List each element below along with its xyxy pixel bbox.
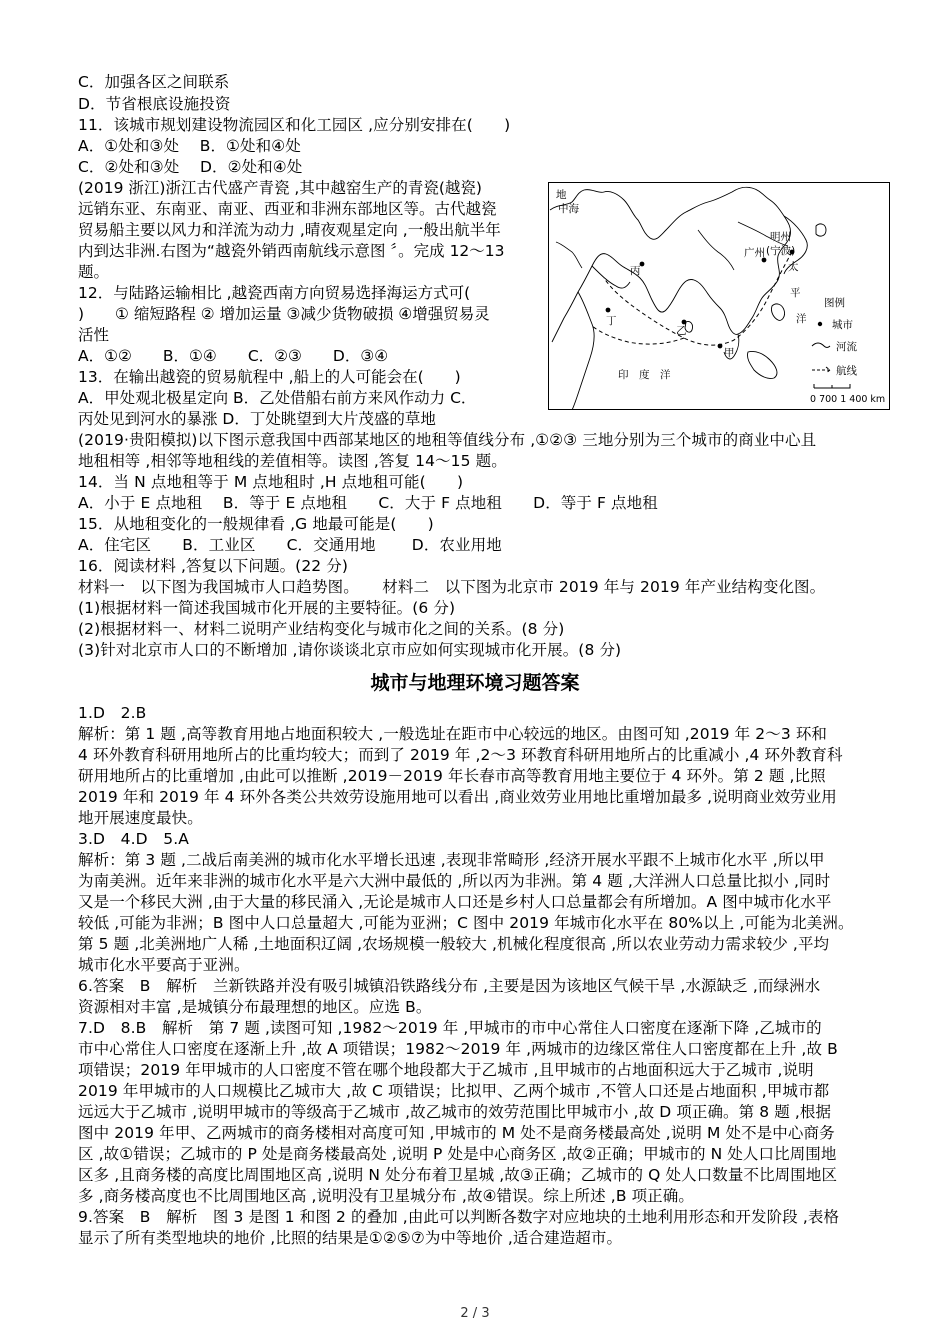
option-line: 丙处见到河水的暴涨 D．丁处眺望到大片茂盛的草地 bbox=[78, 410, 436, 428]
answer-line: 图中 2019 年甲、乙两城市的商务楼相对高度可知 ,甲城市的 M 处不是商务楼最高处 ,说明 M 处不是中心商务 bbox=[78, 1124, 835, 1142]
map-label-ping: 平 bbox=[790, 287, 801, 299]
answer-line: 第 5 题 ,北美洲地广人稀 ,土地面积辽阔 ,农场规模一般较大 ,机械化程度很高 ,所以农业劳动力需求较少 ,平均 bbox=[78, 935, 830, 953]
answer-line: 资源相对丰富 ,是城镇分布最理想的地区。应选 B。 bbox=[78, 998, 432, 1016]
answer-line: 区 ,故①错误；乙城市的 P 处是商务楼最高处 ,说明 P 处是中心商务区 ,故②正确；甲城市的 N 处人口比周围地 bbox=[78, 1145, 837, 1163]
passage-line: (2019 浙江)浙江古代盛产青瓷 ,其中越窑生产的青瓷(越瓷) bbox=[78, 179, 482, 197]
map-label-ocean: 印 度 洋 bbox=[618, 369, 671, 381]
map-label-jia: 甲 bbox=[724, 347, 735, 359]
option-line: C．加强各区之间联系 bbox=[78, 73, 230, 91]
map-label-guangzhou: 广州 bbox=[744, 247, 765, 259]
legend-city-dot bbox=[818, 322, 822, 326]
city-marker bbox=[682, 320, 687, 325]
answer-line: 区多 ,且商务楼的高度比周围地区高 ,说明 N 处分布着卫星城 ,故③正确；乙城市的 Q 处人口数量不比周围地区 bbox=[78, 1166, 838, 1184]
passage-line: 地租相等 ,相邻等地租线的差值相等。读图 ,答复 14～15 题。 bbox=[78, 452, 507, 470]
material-line: 材料一 以下图为我国城市人口趋势图。 材料二 以下图为北京市 2019 年与 2019 年产业结构变化图。 bbox=[78, 578, 826, 596]
answer-line: 远远大于乙城市 ,说明甲城市的等级高于乙城市 ,故乙城市的效劳范围比甲城市小 ,故 D 项正确。第 8 题 ,根据 bbox=[78, 1103, 832, 1121]
answer-line: 显示了所有类型地块的地价 ,比照的结果是①②⑤⑦为中等地价 ,适合建造超市。 bbox=[78, 1229, 623, 1247]
question-line: 12．与陆路运输相比 ,越瓷西南方向贸易选择海运方式可( bbox=[78, 284, 471, 302]
answer-line: 4 环外教育科研用地所占的比重均较大；而到了 2019 年 ,2～3 环教育科研用地所占的比重减小 ,4 环外教育科 bbox=[78, 746, 843, 764]
answer-line: 又是一个移民大洲 ,由于大量的移民涌入 ,无论是城市人口还是乡村人口总量都会有所增加。A 图中城市化水平 bbox=[78, 893, 832, 911]
sub-question-line: (1)根据材料一简述我国城市化开展的主要特征。(6 分) bbox=[78, 599, 456, 617]
passage-line: 内到达非洲.右图为“越瓷外销西南航线示意图 〞。完成 12～13 bbox=[78, 242, 505, 260]
question-line: 11．该城市规划建设物流园区和化工园区 ,应分别安排在( ) bbox=[78, 116, 511, 134]
legend-route: 航线 bbox=[836, 365, 857, 377]
answer-line: 地开展速度最快。 bbox=[78, 809, 203, 827]
map-label-ningbo: (宁波) bbox=[766, 245, 796, 257]
question-line: 活性 bbox=[78, 326, 110, 344]
passage-line: 远销东亚、东南亚、南亚、西亚和非洲东部地区等。古代越瓷 bbox=[78, 200, 497, 218]
legend-river: 河流 bbox=[836, 341, 857, 353]
answer-line: 城市化水平要高于亚洲。 bbox=[78, 956, 250, 974]
city-marker bbox=[718, 344, 723, 349]
option-line: A．住宅区 B．工业区 C．交通用地 D．农业用地 bbox=[78, 536, 502, 554]
option-line: A．①处和③处 B．①处和④处 bbox=[78, 137, 301, 155]
answer-line: 解析：第 3 题 ,二战后南美洲的城市化水平增长迅速 ,表现非常畸形 ,经济开展水平跟不上城市化水平 ,所以甲 bbox=[78, 851, 825, 869]
answer-line: 3.D 4.D 5.A bbox=[78, 830, 189, 848]
map-label-tai: 太 bbox=[788, 261, 799, 273]
map-label-ding: 丁 bbox=[606, 315, 617, 327]
map-label-yang: 洋 bbox=[796, 313, 807, 325]
answer-title: 城市与地理环境习题答案 bbox=[370, 672, 580, 694]
answer-line: 2019 年和 2019 年 4 环外各类公共效劳设施用地可以看出 ,商业效劳业用地比重增加最多 ,说明商业效劳业用 bbox=[78, 788, 837, 806]
answer-line: 为南美洲。近年来非洲的城市化水平是六大洲中最低的 ,所以丙为非洲。第 4 题 ,大洋洲人口总量比拟小 ,同时 bbox=[78, 872, 831, 890]
map-label-mingzhou: 明州 bbox=[770, 231, 791, 243]
passage-line: (2019·贵阳模拟)以下图示意我国中西部某地区的地租等值线分布 ,①②③ 三地分别为三个城市的商业中心且 bbox=[78, 431, 817, 449]
answer-line: 1.D 2.B bbox=[78, 704, 147, 722]
passage-line: 题。 bbox=[78, 263, 110, 281]
legend-city: 城市 bbox=[832, 319, 853, 331]
option-line: C．②处和③处 D．②处和④处 bbox=[78, 158, 303, 176]
legend-scale: 0 700 1 400 km bbox=[810, 394, 886, 405]
question-line: 16．阅读材料 ,答复以下问题。(22 分) bbox=[78, 557, 349, 575]
answer-line: 6.答案 B 解析 兰新铁路并没有吸引城镇沿铁路线分布 ,主要是因为该地区气候干旱 ,水源缺乏 ,而绿洲水 bbox=[78, 977, 821, 995]
answer-line: 解析：第 1 题 ,高等教育用地占地面积较大 ,一般选址在距市中心较远的地区。由图可知 ,2019 年 2～3 环和 bbox=[78, 725, 828, 743]
option-line: A．甲处观北极星定向 B．乙处借船右前方来风作动力 C． bbox=[78, 389, 477, 407]
answer-line: 2019 年甲城市的人口规模比乙城市大 ,故 C 项错误；比拟甲、乙两个城市 ,不管人口还是占地面积 ,甲城市都 bbox=[78, 1082, 830, 1100]
passage-line: 贸易船主要以风力和洋流为动力 ,晴夜观星定向 ,一般出航半年 bbox=[78, 221, 501, 239]
answer-line: 项错误；2019 年甲城市的人口密度不管在哪个地段都大于乙城市 ,且甲城市的占地面积远大于乙城市 ,说明 bbox=[78, 1061, 814, 1079]
map-label-di: 地 bbox=[556, 189, 567, 201]
question-line: ) ① 缩短路程 ② 增加运量 ③减少货物破损 ④增强贸易灵 bbox=[78, 305, 490, 323]
sub-question-line: (3)针对北京市人口的不断增加 ,请你谈谈北京市应如何实现城市化开展。(8 分) bbox=[78, 641, 622, 659]
question-line: 15．从地租变化的一般规律看 ,G 地最可能是( ) bbox=[78, 515, 434, 533]
answer-line: 7.D 8.B 解析 第 7 题 ,读图可知 ,1982～2019 年 ,甲城市的市中心常住人口密度在逐渐下降 ,乙城市的 bbox=[78, 1019, 822, 1037]
map-label-yi: 乙 bbox=[676, 325, 687, 337]
sub-question-line: (2)根据材料一、材料二说明产业结构变化与城市化之间的关系。(8 分) bbox=[78, 620, 565, 638]
option-line: D．节省根底设施投资 bbox=[78, 95, 231, 113]
page-number: 2 / 3 bbox=[460, 1306, 490, 1321]
answer-line: 9.答案 B 解析 图 3 是图 1 和图 2 的叠加 ,由此可以判断各数字对应地块的土地利用形态和开发阶段 ,表格 bbox=[78, 1208, 840, 1226]
question-line: 13．在输出越瓷的贸易航程中 ,船上的人可能会在( ) bbox=[78, 368, 461, 386]
map-label-zhonghai: 中海 bbox=[558, 203, 579, 215]
option-line: A．小于 E 点地租 B．等于 E 点地租 C．大于 F 点地租 D．等于 F 点地租 bbox=[78, 494, 658, 512]
route-map bbox=[548, 182, 890, 410]
option-line: A．①② B．①④ C．②③ D．③④ bbox=[78, 347, 389, 365]
answer-line: 市中心常住人口密度在逐渐上升 ,故 A 项错误；1982～2019 年 ,两城市的边缘区常住人口密度都在上升 ,故 B bbox=[78, 1040, 838, 1058]
answer-line: 多 ,商务楼高度也不比周围地区高 ,说明没有卫星城分布 ,故④错误。综上所述 ,B 项正确。 bbox=[78, 1187, 694, 1205]
map-label-bing: 丙 bbox=[630, 265, 641, 277]
answer-line: 研用地所占的比重增加 ,由此可以推断 ,2019－2019 年长春市高等教育用地主要位于 4 环外。第 2 题 ,比照 bbox=[78, 767, 826, 785]
legend-title: 图例 bbox=[824, 297, 845, 309]
city-marker bbox=[606, 308, 611, 313]
answer-line: 较低 ,可能为非洲；B 图中人口总量超大 ,可能为亚洲；C 图中 2019 年城市化水平在 80%以上 ,可能为北美洲。 bbox=[78, 914, 854, 932]
question-line: 14．当 N 点地租等于 M 点地租时 ,H 点地租可能( ) bbox=[78, 473, 464, 491]
